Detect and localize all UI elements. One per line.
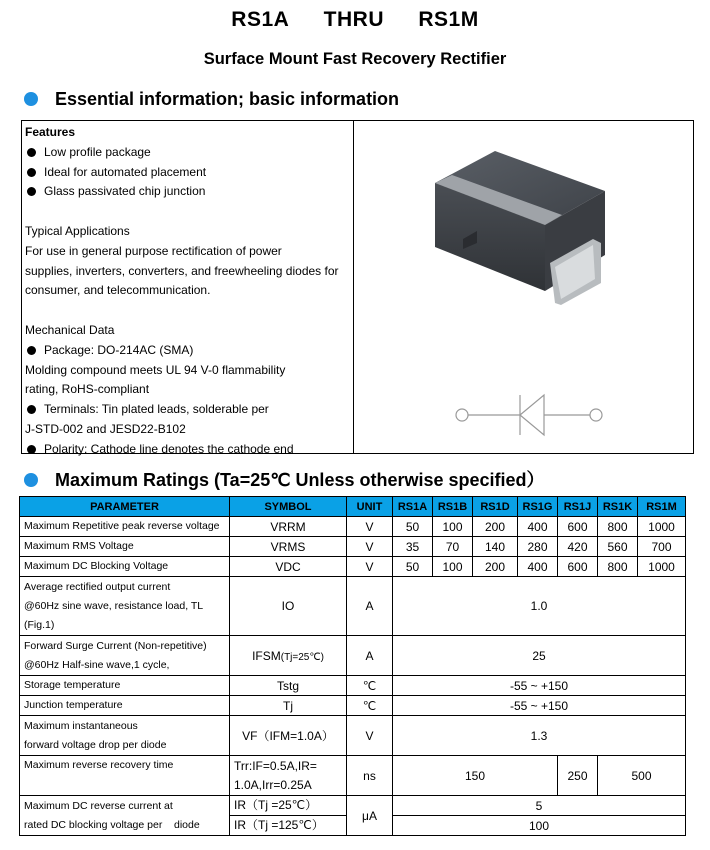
unit-cell: ns <box>347 756 393 796</box>
value-cell: 800 <box>598 517 638 537</box>
applications-line: For use in general purpose rectification of power <box>25 243 282 258</box>
unit-cell: ℃ <box>347 676 393 696</box>
section-heading-ratings <box>24 466 545 492</box>
param-line: Maximum instantaneous <box>24 719 138 732</box>
header-cell: RS1K <box>598 497 638 517</box>
header-cell: SYMBOL <box>230 497 347 517</box>
symbol-condition: (Tj=25℃) <box>280 651 324 663</box>
mechanical-polarity: Polarity: Cathode line denotes the cathode end <box>25 440 351 460</box>
value-cell: 100 <box>433 517 473 537</box>
param-line: (Fig.1) <box>24 618 55 631</box>
section-heading-text: Essential information; basic information <box>55 89 400 109</box>
title-part-3: RS1M <box>418 8 479 31</box>
applications-line: consumer, and telecommunication. <box>25 283 211 298</box>
mechanical-package: Package: DO-214AC (SMA) <box>25 341 351 361</box>
param-line: @60Hz Half-sine wave,1 cycle, <box>24 658 170 671</box>
feature-item: Low profile package <box>25 143 351 163</box>
param-line: @60Hz sine wave, resistance load, TL <box>24 599 204 612</box>
value-cell: 100 <box>433 557 473 577</box>
unit-cell: μA <box>347 796 393 836</box>
value-cell: 100 <box>393 816 686 836</box>
unit-cell: V <box>347 557 393 577</box>
value-cell: 400 <box>518 557 558 577</box>
unit-cell: V <box>347 517 393 537</box>
symbol-cell: Tstg <box>230 676 347 696</box>
table-row <box>20 517 686 537</box>
section-heading-text: Maximum Ratings (Ta=25℃ Unless otherwise specified） <box>55 470 545 490</box>
symbol-line: Trr:IF=0.5A,IR= <box>234 758 317 773</box>
header-cell: RS1A <box>393 497 433 517</box>
param-line: Forward Surge Current (Non-repetitive) <box>24 639 207 652</box>
value-cell: 1000 <box>638 557 686 577</box>
symbol-text: IFSM <box>252 648 281 663</box>
symbol-cell: VF（IFM=1.0A） <box>230 716 347 756</box>
value-cell: 140 <box>473 537 518 557</box>
ratings-table <box>19 496 686 836</box>
table-row <box>20 796 686 816</box>
value-cell: 200 <box>473 517 518 537</box>
header-cell: RS1G <box>518 497 558 517</box>
param-cell: Storage temperature <box>20 676 230 696</box>
value-cell: 35 <box>393 537 433 557</box>
symbol-cell <box>230 636 347 676</box>
unit-cell: ℃ <box>347 696 393 716</box>
page-title <box>0 8 710 32</box>
param-line: Maximum DC reverse current at <box>24 799 173 812</box>
header-cell: RS1B <box>433 497 473 517</box>
table-row <box>20 716 686 756</box>
info-text-panel <box>25 123 351 460</box>
mechanical-molding-2: rating, RoHS-compliant <box>25 382 150 397</box>
header-cell: RS1J <box>558 497 598 517</box>
unit-cell: V <box>347 537 393 557</box>
value-cell: 150 <box>393 756 558 796</box>
param-cell: Maximum RMS Voltage <box>20 537 230 557</box>
param-cell: Junction temperature <box>20 696 230 716</box>
section-heading-essential <box>24 89 399 110</box>
symbol-cell: VDC <box>230 557 347 577</box>
unit-cell: A <box>347 636 393 676</box>
table-row <box>20 577 686 636</box>
symbol-cell: IO <box>230 577 347 636</box>
bullet-dot-icon <box>24 473 38 487</box>
param-line: forward voltage drop per diode <box>24 738 167 751</box>
value-cell: 50 <box>393 517 433 537</box>
param-cell: Maximum Repetitive peak reverse voltage <box>20 517 230 537</box>
mechanical-terminals-1: Terminals: Tin plated leads, solderable per <box>25 400 351 420</box>
unit-cell: A <box>347 577 393 636</box>
applications-heading: Typical Applications <box>25 223 130 238</box>
header-cell: UNIT <box>347 497 393 517</box>
feature-item: Glass passivated chip junction <box>25 182 351 202</box>
table-row <box>20 537 686 557</box>
unit-cell: V <box>347 716 393 756</box>
param-cell: Maximum DC Blocking Voltage <box>20 557 230 577</box>
header-cell: PARAMETER <box>20 497 230 517</box>
value-cell: 500 <box>598 756 686 796</box>
table-row <box>20 756 686 796</box>
param-cell <box>20 796 230 836</box>
param-cell <box>20 636 230 676</box>
value-cell: -55 ~ +150 <box>393 696 686 716</box>
value-cell: 400 <box>518 517 558 537</box>
value-cell: 5 <box>393 796 686 816</box>
value-cell: 280 <box>518 537 558 557</box>
info-box <box>21 120 694 454</box>
symbol-cell: Tj <box>230 696 347 716</box>
value-cell: 1.3 <box>393 716 686 756</box>
features-heading: Features <box>25 125 76 139</box>
value-cell: 800 <box>598 557 638 577</box>
value-cell: 560 <box>598 537 638 557</box>
table-header-row <box>20 497 686 517</box>
value-cell: 1000 <box>638 517 686 537</box>
param-line: rated DC blocking voltage per diode <box>24 818 200 831</box>
diode-symbol-icon <box>454 393 604 437</box>
value-cell: 200 <box>473 557 518 577</box>
title-part-1: RS1A <box>231 8 290 31</box>
table-row <box>20 557 686 577</box>
title-part-2: THRU <box>323 8 384 31</box>
symbol-cell: VRMS <box>230 537 347 557</box>
header-cell: RS1D <box>473 497 518 517</box>
symbol-line: 1.0A,Irr=0.25A <box>234 777 312 792</box>
mechanical-terminals-2: J-STD-002 and JESD22-B102 <box>25 421 186 436</box>
symbol-cell <box>230 756 347 796</box>
feature-item: Ideal for automated placement <box>25 163 351 183</box>
bullet-dot-icon <box>24 92 38 106</box>
value-cell: 420 <box>558 537 598 557</box>
param-cell <box>20 716 230 756</box>
value-cell: -55 ~ +150 <box>393 676 686 696</box>
mechanical-molding-1: Molding compound meets UL 94 V-0 flammability <box>25 362 286 377</box>
value-cell: 50 <box>393 557 433 577</box>
symbol-cell: IR（Tj =125℃） <box>230 816 347 836</box>
symbol-cell: IR（Tj =25℃） <box>230 796 347 816</box>
value-cell: 1.0 <box>393 577 686 636</box>
sma-package-image <box>405 143 615 328</box>
table-row <box>20 636 686 676</box>
param-cell <box>20 577 230 636</box>
table-row <box>20 676 686 696</box>
param-cell: Maximum reverse recovery time <box>20 756 230 796</box>
header-cell: RS1M <box>638 497 686 517</box>
symbol-cell: VRRM <box>230 517 347 537</box>
value-cell: 25 <box>393 636 686 676</box>
table-row <box>20 696 686 716</box>
info-divider <box>353 121 354 453</box>
param-line: Average rectified output current <box>24 580 171 593</box>
mechanical-heading: Mechanical Data <box>25 322 115 337</box>
value-cell: 70 <box>433 537 473 557</box>
value-cell: 700 <box>638 537 686 557</box>
applications-line: supplies, inverters, converters, and freewheeling diodes for <box>25 263 339 278</box>
value-cell: 600 <box>558 517 598 537</box>
page-subtitle: Surface Mount Fast Recovery Rectifier <box>203 50 507 68</box>
value-cell: 600 <box>558 557 598 577</box>
value-cell: 250 <box>558 756 598 796</box>
